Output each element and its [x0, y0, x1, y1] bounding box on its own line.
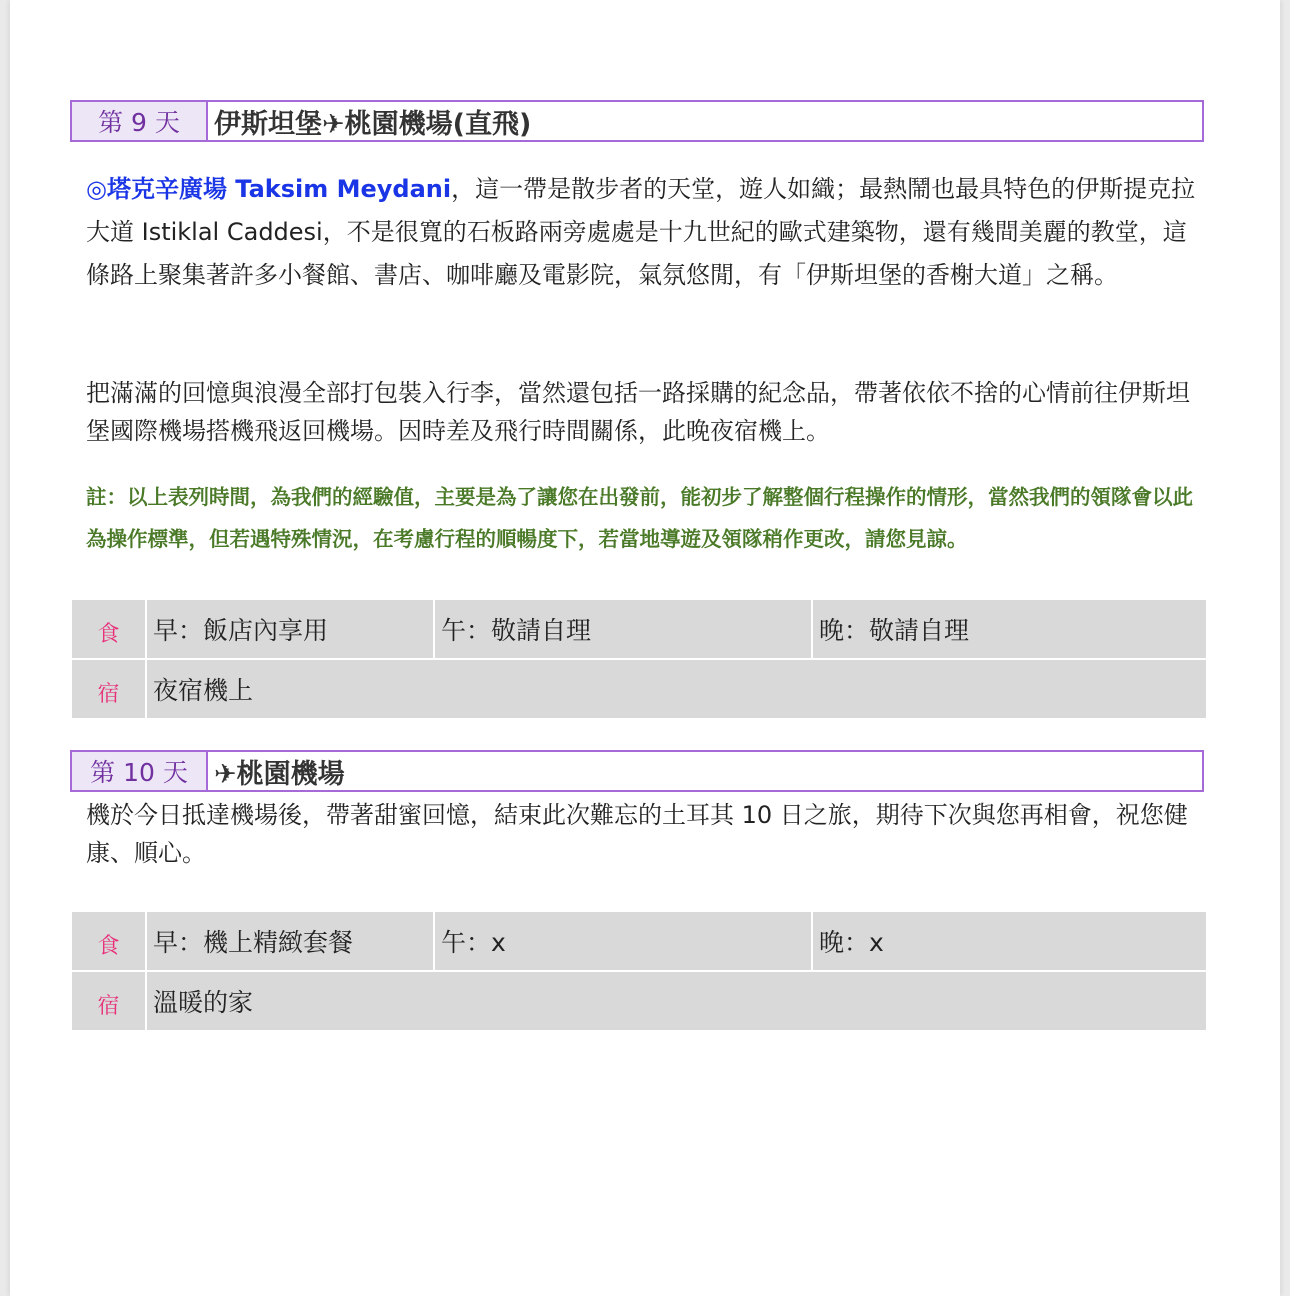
meal-row [71, 911, 1207, 971]
day10-title: ✈桃園機場 [214, 758, 345, 790]
stay-key: 宿 [71, 971, 146, 1031]
day9-paragraph-departure: 把滿滿的回憶與浪漫全部打包裝入行李，當然還包括一路採購的紀念品，帶著依依不捨的心情前往伊斯坦堡國際機場搭機飛返回機場。因時差及飛行時間關係，此晚夜宿機上。 [86, 379, 1190, 445]
meal-key: 食 [71, 599, 146, 659]
day9-meal-table [70, 598, 1208, 720]
stay-cell: 溫暖的家 [146, 971, 1207, 1031]
itinerary-note: 註：以上表列時間，為我們的經驗值，主要是為了讓您在出發前，能初步了解整個行程操作的情形，當然我們的領隊會以此為操作標準，但若遇特殊情況，在考慮行程的順暢度下，若當地導遊及領隊稍作更改，請您見諒。 [86, 485, 1193, 551]
day10-label: 第 10 天 [72, 752, 208, 790]
taksim-description: ，這一帶是散步者的天堂，遊人如織；最熱鬧也最具特色的伊斯提克拉大道 Istiklal Caddesi，不是很寬的石板路兩旁處處是十九世紀的歐式建築物，還有幾間美麗的教堂，這條路上聚集著許多小餐館、書店、咖啡廳及電影院，氣氛悠閒，有「伊斯坦堡的香榭大道」之稱。 [86, 175, 1196, 289]
day10-meal-table [70, 910, 1208, 1032]
lunch-cell: 午：敬請自理 [434, 599, 812, 659]
stay-row [71, 659, 1207, 719]
day10-paragraph: 機於今日抵達機場後，帶著甜蜜回憶，結束此次難忘的土耳其 10 日之旅，期待下次與您再相會，祝您健康、順心。 [86, 801, 1188, 867]
lunch-cell: 午：x [434, 911, 812, 971]
stay-cell: 夜宿機上 [146, 659, 1207, 719]
stay-key: 宿 [71, 659, 146, 719]
dinner-cell: 晚：敬請自理 [812, 599, 1207, 659]
taksim-highlight: ◎塔克辛廣場 Taksim Meydani [86, 175, 452, 203]
day9-title: 伊斯坦堡✈桃園機場(直飛) [214, 108, 532, 140]
day9-header [70, 100, 1204, 142]
meal-row [71, 599, 1207, 659]
breakfast-cell: 早：機上精緻套餐 [146, 911, 434, 971]
meal-key: 食 [71, 911, 146, 971]
document-page [10, 0, 1280, 1296]
stay-row [71, 971, 1207, 1031]
day10-header [70, 750, 1204, 792]
breakfast-cell: 早：飯店內享用 [146, 599, 434, 659]
day9-label: 第 9 天 [72, 102, 208, 140]
day9-paragraph-taksim [86, 168, 1206, 297]
dinner-cell: 晚：x [812, 911, 1207, 971]
